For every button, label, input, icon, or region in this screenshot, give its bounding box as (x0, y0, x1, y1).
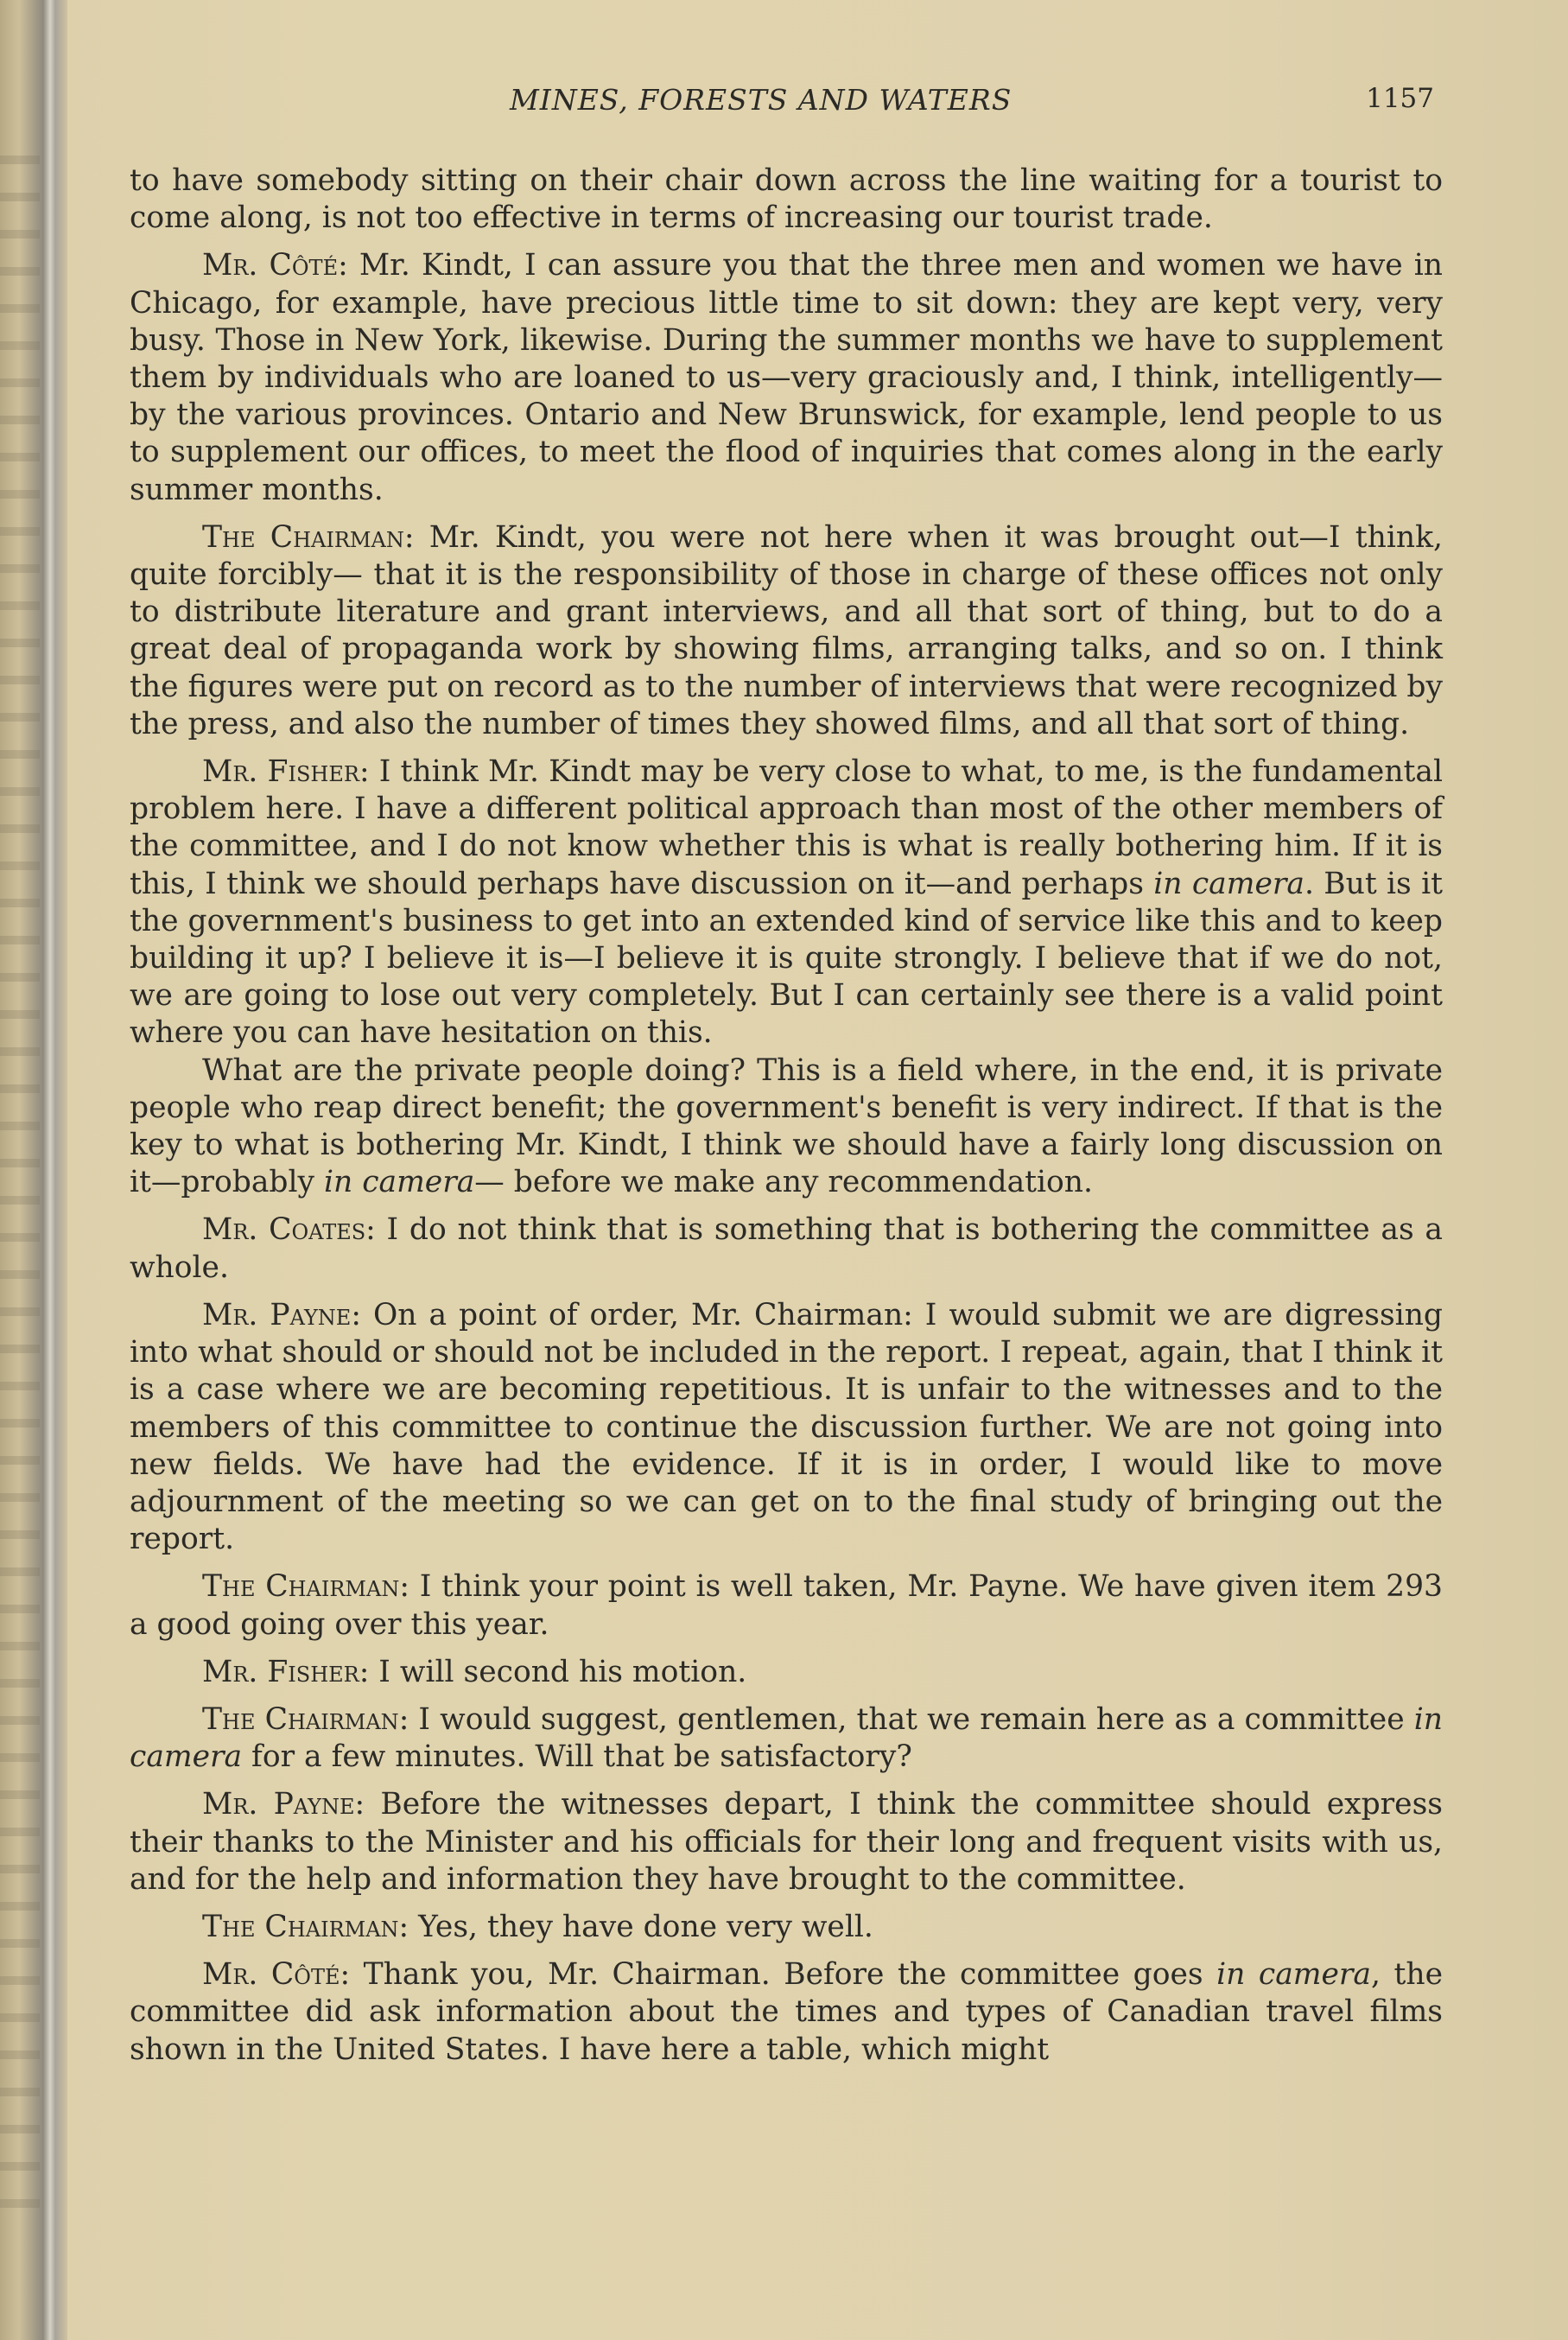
text-run: for a few minutes. Will that be satisfactory? (242, 1739, 912, 1775)
paragraph (130, 247, 1443, 508)
running-head: MINES, FORESTS AND WATERS (510, 83, 1013, 117)
text-run: : I do not think that is something that is bothering the committee as a whole. (130, 1212, 1444, 1285)
text-run: : Mr. Kindt, I can assure you that the three men and women we have in Chicago, for example, have precious little time to sit down: they are kept very, very busy. Those in New York, likewise. During the summer months we have to supplement them by individuals who are loaned to us—very graciously and, I think, intelligently—by the various provinces. Ontario and New Brunswick, for example, lend people to us to supplement our offices, to meet the flood of inquiries that comes along in the early summer months. (130, 248, 1443, 507)
text-run: : On a point of order, Mr. Chairman: I would submit we are digressing into what should or should not be included in the report. I repeat, again, that I think it is a case where we are becoming repetitious. It is unfair to the witnesses and to the members of this committee to continue the discussion further. We are not going into new fields. We have had the evidence. If it is in order, I would like to move adjournment of the meeting so we can get on to the final study of bringing out the report. (130, 1297, 1444, 1557)
text-run: to have somebody sitting on their chair down across the line waiting for a tourist to come along, is not too effective in terms of increasing our tourist trade. (130, 163, 1443, 236)
transcript-body (130, 162, 1443, 2079)
paragraph (130, 754, 1443, 1052)
text-run: — before we make any recommendation. (474, 1165, 1093, 1200)
page-number: 1157 (1366, 83, 1434, 114)
paragraph (130, 1786, 1443, 1898)
text-run: : Thank you, Mr. Chairman. Before the committee goes (340, 1957, 1217, 1993)
paragraph (130, 1909, 1443, 1946)
text-run: : I think your point is well taken, Mr. Payne. We have given item 293 a good going over this year. (130, 1569, 1444, 1642)
italic-phrase: in camera (323, 1165, 475, 1200)
paragraph (130, 1956, 1443, 2069)
italic-phrase: in camera (1153, 866, 1305, 901)
text-run: , the committee did ask information about the times and types of Canadian travel films shown in the United States. I have here a table, which might (130, 1957, 1443, 2067)
paragraph (130, 162, 1443, 237)
speaker-name: Mr. Côté (202, 248, 339, 283)
speaker-name: Mr. Fisher (202, 1654, 359, 1689)
speaker-name: The Chairman (202, 1909, 399, 1944)
paragraph (130, 1211, 1443, 1286)
paragraph (130, 1701, 1443, 1776)
text-run: : Yes, they have done very well. (398, 1909, 873, 1944)
speaker-name: Mr. Payne (202, 1297, 352, 1332)
text-run: . But is it the government's business to get into an extended kind of service like this and to keep building it up? I believe it is—I believe it is quite strongly. I believe that if we do not, we are going to lose out very completely. But I can certainly see there is a valid point where you can have hesitation on this. (130, 866, 1443, 1051)
italic-phrase: in camera (1216, 1957, 1371, 1993)
speaker-name: The Chairman (202, 519, 404, 555)
speaker-name: Mr. Payne (202, 1787, 355, 1822)
paragraph (130, 519, 1443, 743)
show-through-marks (0, 156, 40, 2229)
italic-phrase: in camera (130, 1701, 1443, 1775)
paragraph (130, 1297, 1443, 1558)
speaker-name: Mr. Coates (202, 1212, 366, 1248)
speaker-name: The Chairman (202, 1701, 399, 1737)
speaker-name: The Chairman (202, 1569, 400, 1605)
paragraph (130, 1052, 1443, 1202)
speaker-name: Mr. Côté (202, 1957, 340, 1993)
page-header (130, 83, 1443, 126)
text-run: : Before the witnesses depart, I think the committee should express their thanks to the Minister and his officials for their long and frequent visits with us, and for the help and information they have brought to the committee. (130, 1787, 1443, 1897)
text-run: : Mr. Kindt, you were not here when it was brought out—I think, quite forcibly— that it is the responsibility of those in charge of these offices not only to distribute literature and grant interviews, and all that sort of thing, but to do a great deal of propaganda work by showing films, arranging talks, and so on. I think the figures were put on record as to the number of interviews that were recognized by the press, and also the number of times they showed films, and all that sort of thing. (130, 519, 1443, 741)
text-run: : I think Mr. Kindt may be very close to what, to me, is the fundamental problem here. I have a different political approach than most of the other members of the committee, and I do not know whether this is what is really bothering him. If it is this, I think we should perhaps have discussion on it—and perhaps (130, 754, 1443, 901)
text-run: : I would suggest, gentlemen, that we remain here as a committee (398, 1701, 1414, 1737)
text-run: What are the private people doing? This is a field where, in the end, it is private people who reap direct benefit; the government's benefit is very indirect. If that is the key to what is bothering Mr. Kindt, I think we should have a fairly long discussion on it—probably (130, 1052, 1443, 1200)
paragraph (130, 1654, 1443, 1691)
speaker-name: Mr. Fisher (202, 754, 359, 790)
paragraph (130, 1568, 1443, 1643)
text-run: : I will second his motion. (359, 1654, 747, 1689)
